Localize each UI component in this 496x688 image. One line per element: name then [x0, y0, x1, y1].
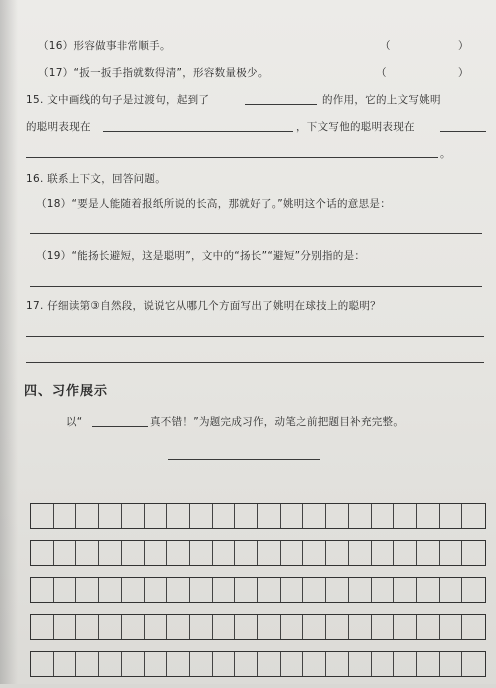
grid-cell[interactable] [349, 504, 372, 528]
grid-cell[interactable] [258, 652, 281, 676]
answer-blank[interactable] [245, 104, 317, 105]
answer-paren-open: （ [380, 40, 391, 52]
grid-cell[interactable] [31, 541, 54, 565]
grid-cell[interactable] [167, 578, 190, 602]
grid-cell[interactable] [99, 652, 122, 676]
grid-cell[interactable] [99, 578, 122, 602]
grid-cell[interactable] [31, 504, 54, 528]
grid-cell[interactable] [190, 578, 213, 602]
grid-row [30, 503, 486, 529]
answer-paren-close: ） [458, 67, 469, 79]
grid-cell[interactable] [235, 541, 258, 565]
answer-line[interactable] [30, 233, 482, 234]
grid-cell[interactable] [417, 615, 440, 639]
grid-cell[interactable] [258, 541, 281, 565]
grid-cell[interactable] [76, 504, 99, 528]
grid-cell[interactable] [372, 504, 395, 528]
grid-cell[interactable] [281, 504, 304, 528]
grid-cell[interactable] [31, 652, 54, 676]
grid-cell[interactable] [394, 652, 417, 676]
grid-cell[interactable] [54, 541, 77, 565]
grid-cell[interactable] [213, 615, 236, 639]
grid-cell[interactable] [99, 615, 122, 639]
grid-cell[interactable] [31, 578, 54, 602]
grid-cell[interactable] [326, 541, 349, 565]
answer-line[interactable] [26, 336, 484, 337]
grid-cell[interactable] [372, 615, 395, 639]
writing-prompt-a: 以“ [66, 416, 83, 428]
grid-cell[interactable] [122, 615, 145, 639]
grid-cell[interactable] [145, 541, 168, 565]
grid-row [30, 540, 486, 566]
grid-cell[interactable] [213, 541, 236, 565]
grid-cell[interactable] [54, 504, 77, 528]
grid-row [30, 577, 486, 603]
grid-cell[interactable] [462, 541, 485, 565]
grid-cell[interactable] [394, 504, 417, 528]
grid-cell[interactable] [167, 541, 190, 565]
grid-cell[interactable] [258, 578, 281, 602]
grid-cell[interactable] [76, 541, 99, 565]
question-15-line1-a: 15. 文中画线的句子是过渡句，起到了 [26, 94, 210, 106]
grid-cell[interactable] [440, 652, 463, 676]
grid-cell[interactable] [417, 504, 440, 528]
answer-line[interactable] [26, 157, 438, 158]
grid-cell[interactable] [372, 541, 395, 565]
grid-cell[interactable] [190, 615, 213, 639]
question-18-sub: （18）“要是人能随着报纸所说的长高，那就好了。”姚明这个话的意思是： [36, 198, 391, 210]
end-period: 。 [440, 148, 451, 160]
grid-cell[interactable] [326, 652, 349, 676]
answer-paren-open: （ [376, 67, 387, 79]
question-16-sub: （16）形容做事非常顺手。 [38, 40, 171, 52]
grid-cell[interactable] [190, 652, 213, 676]
grid-cell[interactable] [349, 578, 372, 602]
question-16-title: 16. 联系上下文，回答问题。 [26, 173, 167, 185]
grid-cell[interactable] [145, 578, 168, 602]
grid-cell[interactable] [145, 652, 168, 676]
answer-line[interactable] [30, 286, 482, 287]
grid-cell[interactable] [394, 578, 417, 602]
grid-cell[interactable] [281, 652, 304, 676]
grid-cell[interactable] [122, 652, 145, 676]
grid-cell[interactable] [167, 652, 190, 676]
question-15-line2-a: 的聪明表现在 [26, 121, 91, 133]
grid-cell[interactable] [235, 652, 258, 676]
grid-cell[interactable] [349, 652, 372, 676]
grid-cell[interactable] [213, 504, 236, 528]
title-line[interactable] [168, 459, 320, 460]
grid-cell[interactable] [462, 652, 485, 676]
grid-cell[interactable] [122, 578, 145, 602]
grid-cell[interactable] [326, 615, 349, 639]
grid-cell[interactable] [258, 615, 281, 639]
grid-cell[interactable] [235, 578, 258, 602]
grid-cell[interactable] [394, 615, 417, 639]
grid-cell[interactable] [54, 652, 77, 676]
title-blank[interactable] [92, 426, 148, 427]
answer-line[interactable] [26, 362, 484, 363]
grid-cell[interactable] [440, 578, 463, 602]
grid-cell[interactable] [394, 541, 417, 565]
grid-cell[interactable] [122, 541, 145, 565]
question-15-line2-b: ，下文写他的聪明表现在 [296, 121, 415, 133]
grid-cell[interactable] [281, 578, 304, 602]
grid-cell[interactable] [76, 578, 99, 602]
grid-row [30, 651, 486, 677]
grid-cell[interactable] [235, 504, 258, 528]
question-19-sub: （19）“能扬长避短，这是聪明”，文中的“扬长”“避短”分别指的是： [36, 250, 366, 262]
grid-cell[interactable] [349, 615, 372, 639]
answer-paren-close: ） [458, 40, 469, 52]
grid-cell[interactable] [122, 504, 145, 528]
grid-cell[interactable] [31, 615, 54, 639]
grid-cell[interactable] [440, 615, 463, 639]
grid-cell[interactable] [326, 504, 349, 528]
grid-cell[interactable] [76, 652, 99, 676]
grid-cell[interactable] [281, 615, 304, 639]
grid-cell[interactable] [167, 615, 190, 639]
writing-prompt-b: 真不错！”为题完成习作，动笔之前把题目补充完整。 [150, 416, 405, 428]
grid-cell[interactable] [462, 615, 485, 639]
grid-cell[interactable] [303, 615, 326, 639]
grid-cell[interactable] [303, 578, 326, 602]
section-heading: 四、习作展示 [24, 384, 109, 399]
writing-grid[interactable] [30, 503, 486, 688]
grid-cell[interactable] [417, 652, 440, 676]
grid-cell[interactable] [235, 615, 258, 639]
grid-row [30, 614, 486, 640]
grid-cell[interactable] [54, 615, 77, 639]
page-edge-shadow [0, 0, 18, 684]
grid-cell[interactable] [440, 504, 463, 528]
grid-cell[interactable] [326, 578, 349, 602]
grid-cell[interactable] [440, 541, 463, 565]
question-17-sub: （17）“扳一扳手指就数得清”，形容数量极少。 [38, 67, 269, 79]
grid-cell[interactable] [462, 504, 485, 528]
grid-cell[interactable] [54, 578, 77, 602]
question-15-line1-b: 的作用，它的上文写姚明 [322, 94, 441, 106]
grid-cell[interactable] [190, 541, 213, 565]
grid-cell[interactable] [372, 652, 395, 676]
grid-cell[interactable] [417, 578, 440, 602]
grid-cell[interactable] [372, 578, 395, 602]
grid-cell[interactable] [417, 541, 440, 565]
grid-cell[interactable] [213, 652, 236, 676]
grid-cell[interactable] [462, 578, 485, 602]
answer-blank[interactable] [103, 131, 293, 132]
grid-cell[interactable] [258, 504, 281, 528]
grid-cell[interactable] [99, 541, 122, 565]
grid-cell[interactable] [190, 504, 213, 528]
grid-cell[interactable] [303, 541, 326, 565]
grid-cell[interactable] [145, 615, 168, 639]
grid-cell[interactable] [349, 541, 372, 565]
grid-cell[interactable] [213, 578, 236, 602]
grid-cell[interactable] [281, 541, 304, 565]
grid-cell[interactable] [145, 504, 168, 528]
grid-cell[interactable] [303, 652, 326, 676]
grid-cell[interactable] [76, 615, 99, 639]
grid-cell[interactable] [303, 504, 326, 528]
grid-cell[interactable] [167, 504, 190, 528]
grid-cell[interactable] [99, 504, 122, 528]
answer-blank[interactable] [440, 131, 486, 132]
question-17: 17. 仔细读第③自然段，说说它从哪几个方面写出了姚明在球技上的聪明？ [26, 300, 381, 312]
